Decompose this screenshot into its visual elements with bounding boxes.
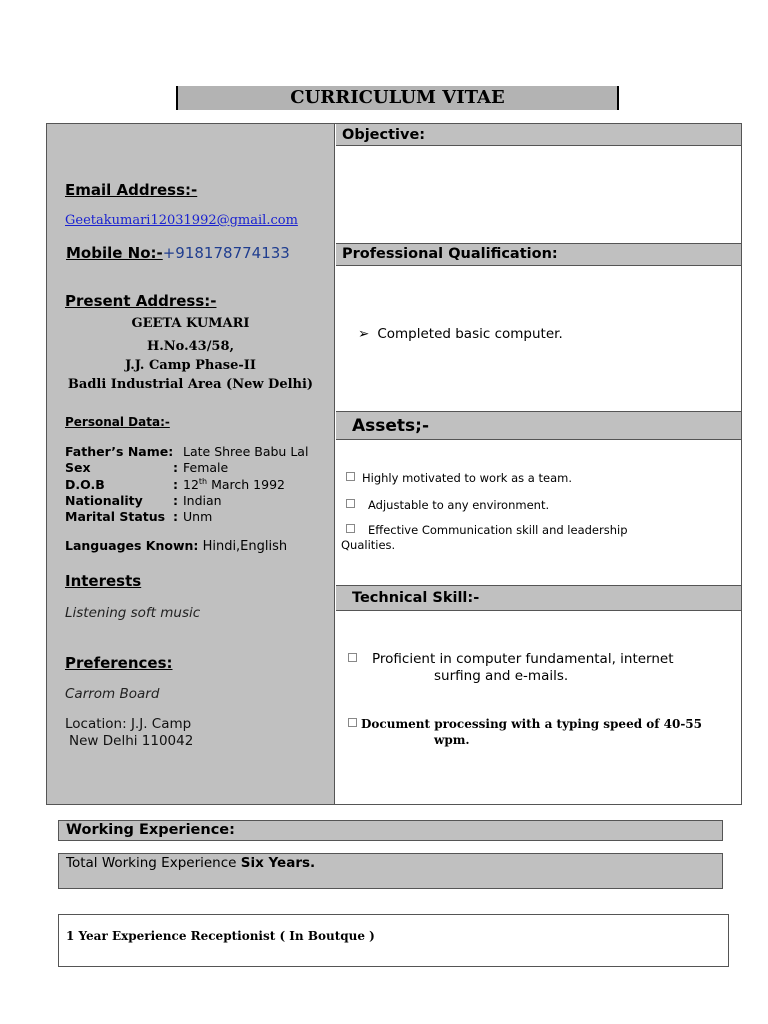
- mobile-heading: Mobile No:-: [66, 244, 163, 262]
- interests-heading: Interests: [65, 572, 142, 590]
- preferences-value: Carrom Board: [65, 686, 160, 702]
- mobile-number: +918178774133: [162, 244, 290, 262]
- preferences-heading: Preferences:: [65, 654, 173, 672]
- personal-colon: :: [173, 477, 178, 493]
- personal-colon: :: [173, 460, 178, 475]
- asset-item: [346, 523, 628, 537]
- personal-key: Father’s Name:: [65, 444, 174, 459]
- address-line-area: Badli Industrial Area (New Delhi): [67, 377, 314, 392]
- experience-box: [58, 914, 729, 967]
- location-line-1: Location: J.J. Camp: [65, 716, 192, 732]
- qualification-heading: Professional Qualification:: [342, 246, 558, 262]
- personal-row-dob: [65, 477, 285, 492]
- personal-value: Late Shree Babu Lal: [183, 444, 309, 459]
- languages-label: Languages Known:: [65, 538, 199, 553]
- asset-text: Highly motivated to work as a team.: [362, 471, 572, 485]
- address-line-camp: J.J. Camp Phase-II: [125, 358, 256, 373]
- arrow-bullet-icon: ➢: [358, 326, 370, 342]
- qualification-item: [358, 326, 563, 342]
- square-bullet-icon: [346, 499, 355, 508]
- assets-heading: Assets;-: [352, 416, 430, 436]
- personal-value-sup: th: [198, 477, 208, 486]
- mobile-row: [66, 244, 290, 262]
- skill-text: Document processing with a typing speed of 40-55: [361, 717, 702, 731]
- email-link[interactable]: Geetakumari12031992@gmail.com: [65, 213, 298, 228]
- skill-text-continued: wpm.: [434, 733, 470, 747]
- total-experience-label: Total Working Experience: [66, 855, 237, 871]
- personal-value: Indian: [183, 493, 222, 508]
- personal-row-sex: [65, 460, 228, 475]
- interests-value: Listening soft music: [65, 605, 201, 621]
- personal-row-marital: [65, 509, 212, 524]
- languages-value: Hindi,English: [202, 539, 288, 554]
- languages-row: [65, 538, 287, 554]
- personal-key: Sex: [65, 460, 91, 475]
- total-experience-value: Six Years.: [240, 855, 316, 871]
- address-line-name: GEETA KUMARI: [131, 316, 250, 331]
- personal-colon: :: [173, 493, 178, 508]
- personal-row-father: [65, 444, 308, 459]
- asset-text: Effective Communication skill and leadership: [368, 523, 628, 537]
- technical-heading: Technical Skill:-: [352, 590, 480, 606]
- asset-text: Adjustable to any environment.: [368, 498, 550, 512]
- asset-text-continued: Qualities.: [341, 538, 396, 552]
- experience-item: 1 Year Experience Receptionist ( In Boutque ): [66, 929, 375, 943]
- personal-key: D.O.B: [65, 477, 105, 493]
- location-line-2: New Delhi 110042: [69, 733, 194, 749]
- objective-bar: [336, 124, 741, 146]
- personal-value: Unm: [183, 509, 213, 524]
- objective-heading: Objective:: [342, 127, 426, 143]
- skill-text-continued: surfing and e-mails.: [434, 668, 569, 684]
- total-experience-row: [66, 855, 315, 871]
- personal-row-nationality: [65, 493, 222, 508]
- skill-item: [348, 716, 702, 748]
- document-title: CURRICULUM VITAE: [290, 87, 505, 108]
- square-bullet-icon: [346, 524, 355, 533]
- personal-key: Nationality: [65, 493, 143, 508]
- address-heading: Present Address:-: [65, 292, 217, 310]
- square-bullet-icon: [348, 653, 357, 662]
- personal-value: 12: [183, 477, 199, 493]
- personal-value-rest: March 1992: [207, 477, 285, 493]
- qualification-bar: [336, 243, 741, 266]
- working-experience-heading: Working Experience:: [66, 822, 235, 838]
- total-experience-box: [58, 853, 723, 889]
- personal-colon: :: [173, 509, 178, 524]
- assets-bar: [336, 411, 741, 440]
- technical-bar: [336, 585, 741, 611]
- email-heading: Email Address:-: [65, 181, 198, 199]
- title-bar: [176, 86, 619, 110]
- asset-item: [346, 471, 572, 485]
- square-bullet-icon: [346, 472, 355, 481]
- personal-value: Female: [183, 460, 229, 475]
- square-bullet-icon: [348, 718, 357, 727]
- skill-item: [348, 651, 674, 685]
- personal-data-heading: Personal Data:-: [65, 415, 170, 429]
- skill-text: Proficient in computer fundamental, internet: [372, 651, 674, 667]
- asset-item: [346, 498, 549, 512]
- working-experience-bar: [58, 820, 723, 841]
- personal-key: Marital Status: [65, 509, 166, 524]
- location: [65, 716, 193, 750]
- address-line-house: H.No.43/58,: [146, 339, 235, 354]
- qualification-text: Completed basic computer.: [377, 326, 563, 342]
